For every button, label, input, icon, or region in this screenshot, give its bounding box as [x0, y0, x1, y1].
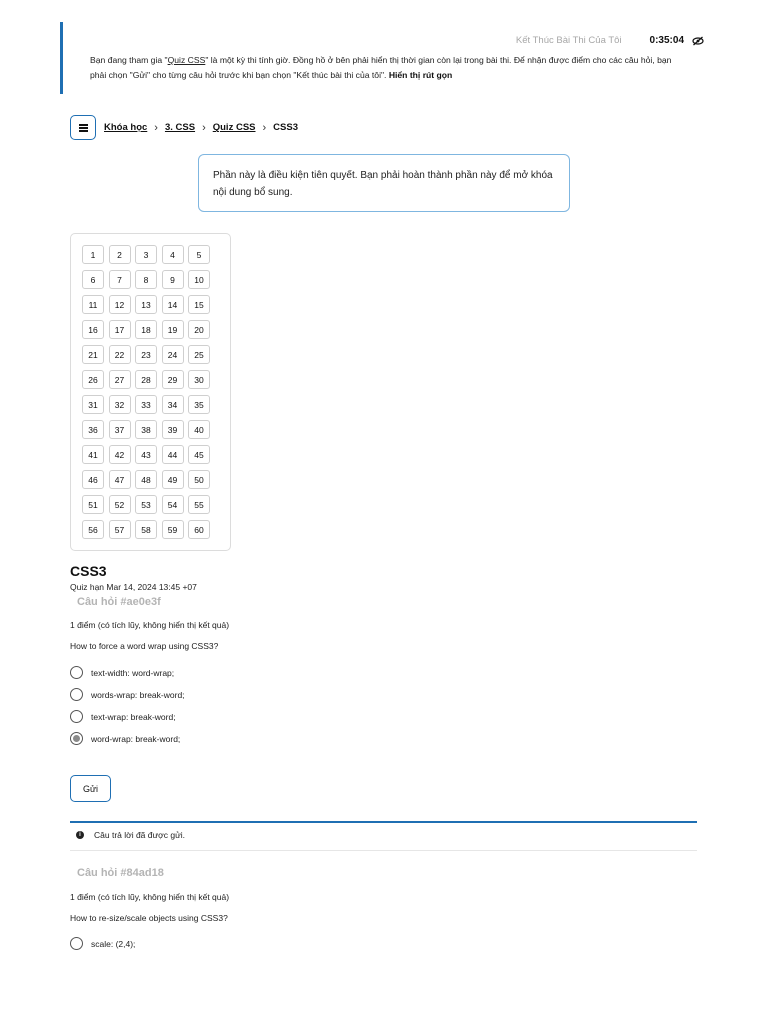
exam-notice-text	[90, 53, 690, 83]
answer-option[interactable]	[70, 937, 135, 950]
quiz-title: CSS3	[70, 563, 107, 579]
answer-option[interactable]	[70, 666, 174, 679]
question-number-button[interactable]: 17	[109, 320, 131, 339]
question-number-button[interactable]: 21	[82, 345, 104, 364]
question-number-button[interactable]: 53	[135, 495, 157, 514]
question-number-button[interactable]: 33	[135, 395, 157, 414]
question-number-button[interactable]: 8	[135, 270, 157, 289]
submitted-message-text: Câu trả lời đã được gửi.	[94, 830, 186, 840]
question-number-button[interactable]: 60	[188, 520, 210, 539]
question-text: How to re-size/scale objects using CSS3?	[70, 913, 228, 923]
collapse-toggle[interactable]: Hiển thị rút gọn	[388, 70, 453, 80]
radio-button[interactable]	[70, 666, 83, 679]
question-number-button[interactable]: 11	[82, 295, 104, 314]
question-number-button[interactable]: 1	[82, 245, 104, 264]
notice-text-after: " là một kỳ thi tính giờ. Đồng hồ ở bên phải hiển thị thời gian còn lại trong bài thi. Để nhận được điểm cho các câu hỏi, bạn phải chọn "Gửi" cho từng câu hỏi trước khi bạn chọn "Kết thúc bài thi của tôi".	[90, 55, 672, 80]
question-number-button[interactable]: 44	[162, 445, 184, 464]
end-exam-button[interactable]: Kết Thúc Bài Thi Của Tôi	[515, 35, 622, 46]
answer-option-label: text-wrap: break-word;	[91, 711, 176, 722]
question-number-button[interactable]: 46	[82, 470, 104, 489]
question-number-button[interactable]: 16	[82, 320, 104, 339]
question-number-button[interactable]: 23	[135, 345, 157, 364]
question-number-button[interactable]: 59	[162, 520, 184, 539]
answer-option-label: text-width: word-wrap;	[91, 667, 175, 678]
question-number-button[interactable]: 35	[188, 395, 210, 414]
question-number-button[interactable]: 25	[188, 345, 210, 364]
question-number-button[interactable]: 18	[135, 320, 157, 339]
question-number-button[interactable]: 4	[162, 245, 184, 264]
breadcrumb-separator: ›	[202, 121, 206, 134]
question-number-button[interactable]: 45	[188, 445, 210, 464]
question-number-button[interactable]: 15	[188, 295, 210, 314]
question-number-button[interactable]: 7	[109, 270, 131, 289]
question-number-button[interactable]: 51	[82, 495, 104, 514]
question-number-button[interactable]: 52	[109, 495, 131, 514]
question-number-button[interactable]: 37	[109, 420, 131, 439]
question-navigator	[70, 233, 231, 551]
question-number-button[interactable]: 24	[162, 345, 184, 364]
answer-option-selected[interactable]	[70, 732, 180, 745]
breadcrumb	[70, 115, 298, 140]
question-number-button[interactable]: 27	[109, 370, 131, 389]
question-number-button[interactable]: 3	[135, 245, 157, 264]
section-divider	[70, 850, 697, 851]
question-number-button[interactable]: 29	[162, 370, 184, 389]
exam-timer: 0:35:04	[649, 35, 684, 46]
breadcrumb-quiz-css[interactable]: Quiz CSS	[212, 122, 256, 133]
question-number-button[interactable]: 5	[188, 245, 210, 264]
question-number-button[interactable]: 36	[82, 420, 104, 439]
answer-submitted-message	[76, 830, 185, 840]
question-number-button[interactable]: 28	[135, 370, 157, 389]
breadcrumb-separator: ›	[154, 121, 158, 134]
exam-banner	[60, 22, 710, 94]
question-number-button[interactable]: 43	[135, 445, 157, 464]
question-number-button[interactable]: 6	[82, 270, 104, 289]
answer-option-label: words-wrap: break-word;	[91, 689, 185, 700]
question-number-button[interactable]: 42	[109, 445, 131, 464]
question-number-button[interactable]: 14	[162, 295, 184, 314]
question-number-button[interactable]: 39	[162, 420, 184, 439]
prerequisite-notice: Phần này là điều kiện tiên quyết. Bạn phải hoàn thành phần này để mở khóa nội dung bổ sung.	[198, 154, 570, 212]
info-circle-icon: i	[76, 831, 84, 839]
question-number-button[interactable]: 41	[82, 445, 104, 464]
question-points: 1 điểm (có tích lũy, không hiển thị kết quả)	[70, 620, 230, 630]
question-points: 1 điểm (có tích lũy, không hiển thị kết quả)	[70, 892, 230, 902]
radio-button-checked[interactable]	[70, 732, 83, 745]
question-number-button[interactable]: 32	[109, 395, 131, 414]
question-text: How to force a word wrap using CSS3?	[70, 641, 219, 651]
menu-button[interactable]	[70, 115, 96, 140]
radio-button[interactable]	[70, 710, 83, 723]
question-number-button[interactable]: 57	[109, 520, 131, 539]
breadcrumb-css[interactable]: 3. CSS	[164, 122, 196, 133]
breadcrumb-current: CSS3	[273, 122, 298, 133]
question-number-button[interactable]: 49	[162, 470, 184, 489]
quiz-deadline: Quiz hạn Mar 14, 2024 13:45 +07	[70, 582, 197, 592]
quiz-link[interactable]: Quiz CSS	[167, 55, 206, 65]
notice-text-before: Bạn đang tham gia "	[90, 55, 168, 65]
question-number-button[interactable]: 13	[135, 295, 157, 314]
question-id: Câu hỏi #84ad18	[77, 867, 164, 879]
breadcrumb-courses[interactable]: Khóa học	[104, 122, 148, 133]
question-number-button[interactable]: 58	[135, 520, 157, 539]
question-number-button[interactable]: 9	[162, 270, 184, 289]
eye-slash-icon[interactable]	[692, 36, 704, 46]
question-number-button[interactable]: 10	[188, 270, 210, 289]
question-number-button[interactable]: 55	[188, 495, 210, 514]
answer-status-divider	[70, 821, 697, 823]
question-number-button[interactable]: 12	[109, 295, 131, 314]
question-number-button[interactable]: 47	[109, 470, 131, 489]
question-id: Câu hỏi #ae0e3f	[77, 596, 161, 608]
answer-option-label: scale: (2,4);	[91, 938, 136, 949]
answer-option-label: word-wrap: break-word;	[91, 733, 181, 744]
question-number-button[interactable]: 40	[188, 420, 210, 439]
question-number-button[interactable]: 48	[135, 470, 157, 489]
question-number-button[interactable]: 34	[162, 395, 184, 414]
question-number-button[interactable]: 22	[109, 345, 131, 364]
submit-button[interactable]: Gửi	[70, 775, 111, 802]
question-number-button[interactable]: 20	[188, 320, 210, 339]
question-number-button[interactable]: 26	[82, 370, 104, 389]
question-number-button[interactable]: 31	[82, 395, 104, 414]
question-number-button[interactable]: 30	[188, 370, 210, 389]
answer-option[interactable]	[70, 710, 176, 723]
radio-button[interactable]	[70, 688, 83, 701]
hamburger-menu-icon	[79, 124, 88, 132]
radio-button[interactable]	[70, 937, 83, 950]
question-number-button[interactable]: 50	[188, 470, 210, 489]
exam-timer-bar	[516, 35, 704, 46]
question-number-button[interactable]: 19	[162, 320, 184, 339]
question-number-button[interactable]: 2	[109, 245, 131, 264]
question-number-button[interactable]: 54	[162, 495, 184, 514]
breadcrumb-separator: ›	[262, 121, 267, 134]
question-number-button[interactable]: 56	[82, 520, 104, 539]
question-number-grid	[82, 245, 210, 539]
question-number-button[interactable]: 38	[135, 420, 157, 439]
answer-option[interactable]	[70, 688, 185, 701]
